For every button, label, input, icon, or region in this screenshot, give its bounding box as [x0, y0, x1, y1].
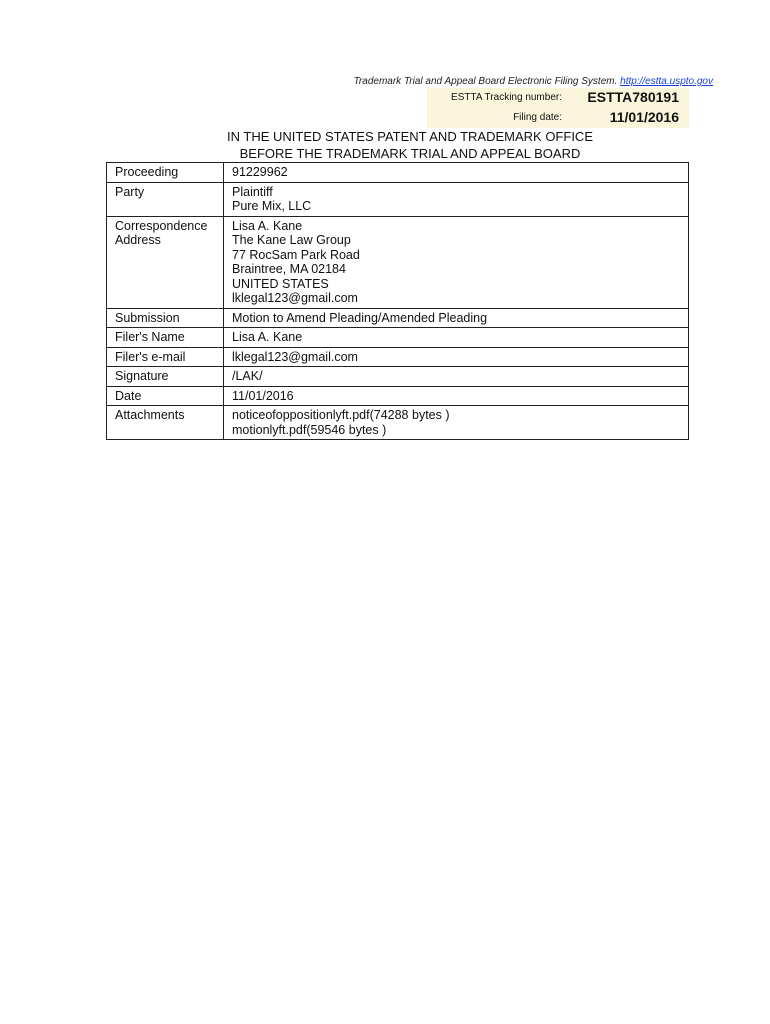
correspondence-label-line: Correspondence — [115, 218, 208, 233]
address-line: Braintree, MA 02184 — [232, 262, 346, 276]
correspondence-value — [224, 216, 689, 308]
filing-date-label: Filing date: — [513, 112, 562, 123]
tracking-number-row — [427, 88, 689, 108]
proceeding-value: 91229962 — [224, 163, 689, 183]
address-email: lklegal123@gmail.com — [232, 291, 358, 305]
table-row-filer-email — [107, 347, 689, 367]
date-value: 11/01/2016 — [224, 386, 689, 406]
correspondence-label — [107, 216, 224, 308]
filing-system-header — [354, 76, 713, 87]
attachment-file: motionlyft.pdf(59546 bytes ) — [232, 422, 387, 437]
date-label: Date — [107, 386, 224, 406]
party-line: Pure Mix, LLC — [232, 199, 312, 213]
filer-name-label: Filer's Name — [107, 328, 224, 348]
tracking-box — [427, 88, 689, 128]
filing-date-value: 11/01/2016 — [609, 109, 679, 125]
filing-system-text: Trademark Trial and Appeal Board Electronic Filing System. — [353, 76, 618, 87]
estta-link[interactable]: http://estta.uspto.gov — [620, 76, 713, 87]
address-line: Lisa A. Kane — [232, 218, 303, 233]
party-line: Plaintiff — [232, 184, 273, 199]
attachments-label: Attachments — [107, 406, 224, 440]
table-row-proceeding — [107, 163, 689, 183]
table-row-attachments — [107, 406, 689, 440]
table-row-submission — [107, 308, 689, 328]
filer-email-value: lklegal123@gmail.com — [224, 347, 689, 367]
document-title — [160, 128, 660, 162]
table-row-signature — [107, 367, 689, 387]
address-line: UNITED STATES — [232, 276, 329, 291]
table-row-date — [107, 386, 689, 406]
title-line-2: BEFORE THE TRADEMARK TRIAL AND APPEAL BOARD — [239, 146, 581, 161]
signature-label: Signature — [107, 367, 224, 387]
signature-value: /LAK/ — [224, 367, 689, 387]
submission-value: Motion to Amend Pleading/Amended Pleading — [224, 308, 689, 328]
party-value — [224, 182, 689, 216]
correspondence-label-line: Address — [115, 233, 161, 247]
tracking-number-label: ESTTA Tracking number: — [451, 92, 562, 103]
table-row-correspondence — [107, 216, 689, 308]
title-line-1: IN THE UNITED STATES PATENT AND TRADEMARK OFFICE — [227, 129, 593, 144]
attachment-file: noticeofoppositionlyft.pdf(74288 bytes ) — [232, 408, 450, 422]
table-row-filer-name — [107, 328, 689, 348]
address-line: The Kane Law Group — [232, 233, 351, 247]
tracking-number-value: ESTTA780191 — [587, 89, 679, 105]
address-line: 77 RocSam Park Road — [232, 247, 360, 262]
party-label: Party — [107, 182, 224, 216]
filer-name-value: Lisa A. Kane — [224, 328, 689, 348]
filing-date-row — [427, 108, 689, 128]
attachments-value — [224, 406, 689, 440]
proceeding-label: Proceeding — [107, 163, 224, 183]
table-row-party — [107, 182, 689, 216]
filing-info-table — [106, 162, 689, 440]
submission-label: Submission — [107, 308, 224, 328]
filer-email-label: Filer's e-mail — [107, 347, 224, 367]
